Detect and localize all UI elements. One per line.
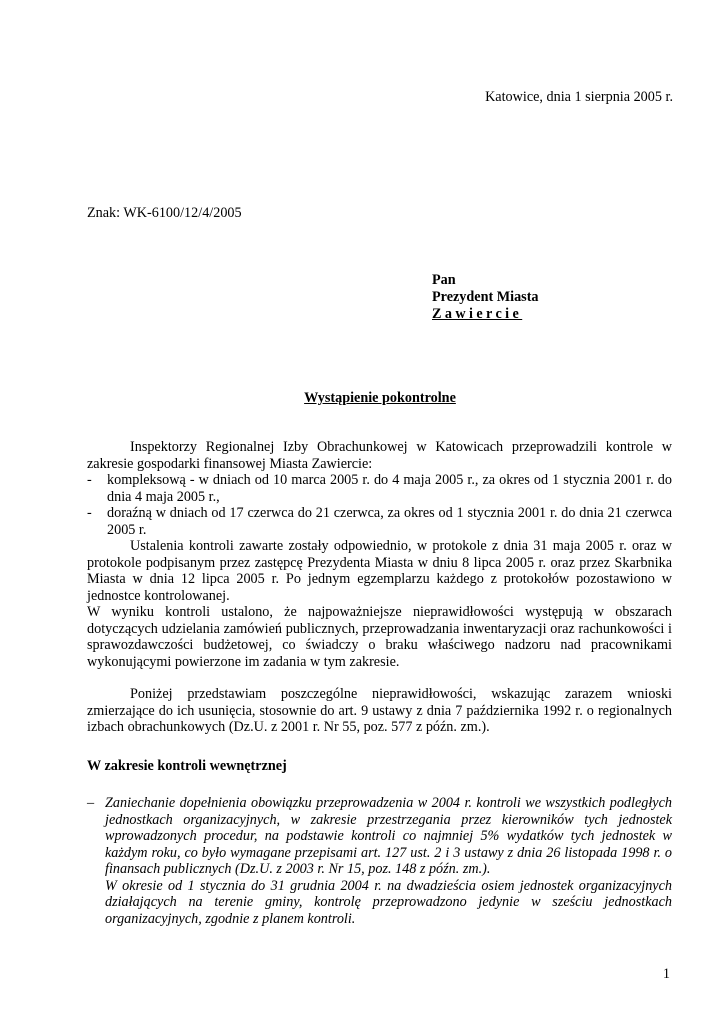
section-heading: W zakresie kontroli wewnętrznej	[87, 758, 287, 774]
list-item-text: doraźną w dniach od 17 czerwca do 21 czerwca, za okres od 1 stycznia 2001 r. do dnia 21 czerwca 2005 r.	[107, 505, 672, 538]
page-number: 1	[662, 966, 670, 982]
date-line: Katowice, dnia 1 sierpnia 2005 r.	[485, 89, 673, 105]
intro-paragraph: Inspektorzy Regionalnej Izby Obrachunkowej w Katowicach przeprowadzili kontrole w zakresie gospodarki finansowej Miasta Zawiercie:	[87, 439, 672, 472]
result-paragraph: W wyniku kontroli ustalono, że najpoważniejsze nieprawidłowości występują w obszarach dotyczących udzielania zamówień publicznych, przeprowadzania inwentaryzacji oraz rachunkowości i sprawozdawczości budżetowej, co świadczy o braku właściwego nadzoru nad pracownikami wykonującymi powierzone im zadania w tym zakresie.	[87, 604, 672, 670]
list-marker: -	[87, 505, 92, 521]
addressee-line-2: Prezydent Miasta	[432, 289, 539, 305]
presentation-paragraph: Poniżej przedstawiam poszczególne nieprawidłowości, wskazując zarazem wnioski zmierzające do ich usunięcia, stosownie do art. 9 ustawy z dnia 7 października 1992 r. o regionalnych izbach obrachunkowych (Dz.U. z 2001 r. Nr 55, poz. 577 z późn. zm.).	[87, 686, 672, 735]
list-item-text: Zaniechanie dopełnienia obowiązku przeprowadzenia w 2004 r. kontroli we wszystkich podległych jednostkach organizacyjnych, w zakresie przestrzegania przez kierowników tych jednostek wprowadzonych procedur, na podstawie kontroli co najmniej 5% wydatków tych jednostek w każdym roku, co było wymagane przepisami art. 127 ust. 2 i 3 ustawy z dnia 26 listopada 1998 r. o finansach publicznych (Dz.U. z 2003 r. Nr 15, poz. 148 z późn. zm.).	[105, 795, 672, 877]
addressee-line-1: Pan	[432, 272, 456, 288]
list-item	[87, 795, 672, 878]
document-title: Wystąpienie pokontrolne	[304, 390, 456, 406]
body-text	[87, 439, 672, 736]
reference-number: Znak: WK-6100/12/4/2005	[87, 205, 242, 221]
list-marker: –	[87, 795, 95, 811]
list-item	[87, 472, 672, 505]
list-item-text: kompleksową - w dniach od 10 marca 2005 r. do 4 maja 2005 r., za okres od 1 stycznia 2001 r. do dnia 4 maja 2005 r.,	[107, 472, 672, 505]
list-marker: -	[87, 472, 92, 488]
section-findings	[87, 795, 672, 927]
addressee-line-3: Zawiercie	[432, 306, 523, 322]
followup-paragraph: W okresie od 1 stycznia do 31 grudnia 2004 r. na dwadzieścia osiem jednostek organizacyjnych działających na terenie gminy, kontrolę przeprowadzono jedynie w sześciu jednostkach organizacyjnych, zgodnie z planem kontroli.	[105, 877, 672, 927]
findings-paragraph: Ustalenia kontroli zawarte zostały odpowiednio, w protokole z dnia 31 maja 2005 r. oraz w protokole podpisanym przez zastępcę Prezydenta Miasta w dniu 8 lipca 2005 r. oraz przez Skarbnika Miasta w dnia 12 lipca 2005 r. Po jednym egzemplarzu każdego z protokołów pozostawiono w jednostce kontrolowanej.	[87, 538, 672, 604]
list-item	[87, 505, 672, 538]
